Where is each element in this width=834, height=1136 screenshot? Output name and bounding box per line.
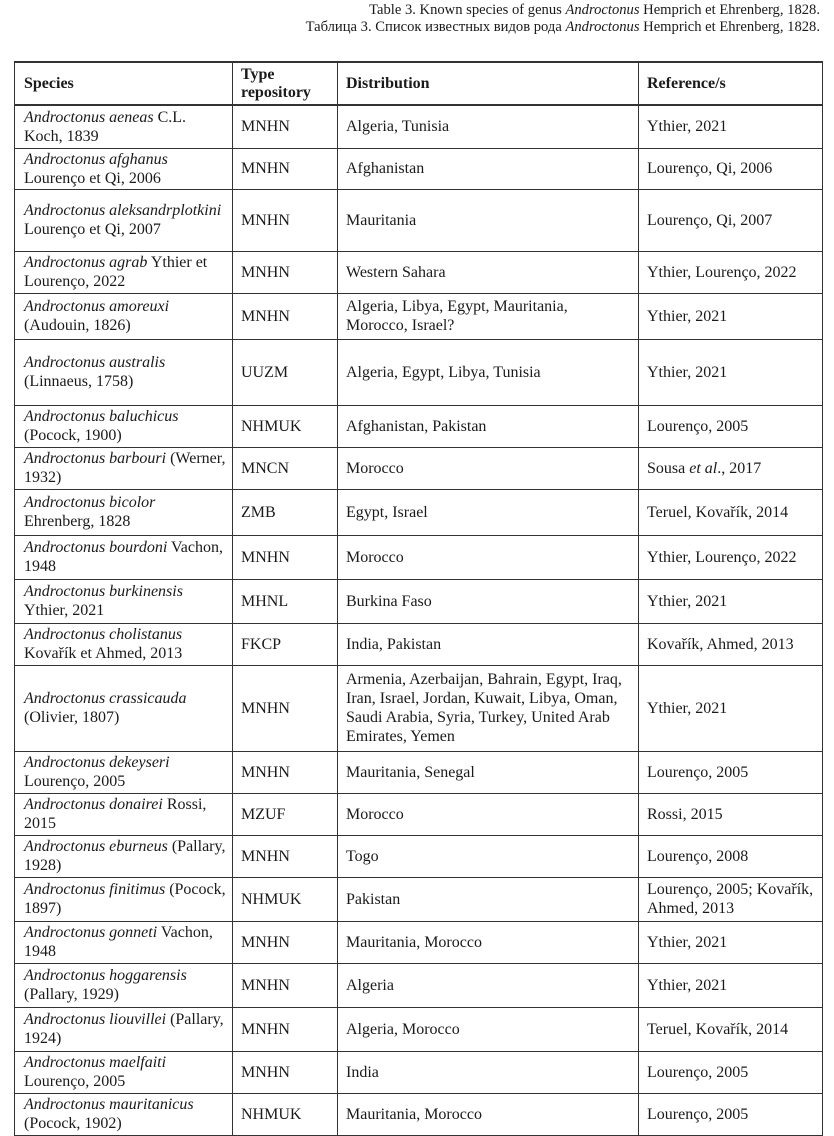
cell-distribution: Algeria, Egypt, Libya, Tunisia bbox=[338, 339, 639, 405]
table-row bbox=[15, 251, 823, 293]
cell-type-repository: MNHN bbox=[233, 921, 338, 963]
cell-distribution: India bbox=[338, 1051, 639, 1093]
cell-species bbox=[15, 251, 233, 293]
table-caption bbox=[306, 2, 820, 36]
cell-species bbox=[15, 877, 233, 921]
caption-ru-suffix: Hemprich et Ehrenberg, 1828. bbox=[639, 19, 820, 35]
cell-reference: Lourenço, Qi, 2006 bbox=[639, 148, 823, 189]
table-row bbox=[15, 835, 823, 877]
cell-type-repository: MHNL bbox=[233, 579, 338, 623]
cell-species bbox=[15, 793, 233, 835]
cell-distribution: Egypt, Israel bbox=[338, 489, 639, 535]
species-name: Androctonus finitimus bbox=[24, 881, 166, 898]
table-row bbox=[15, 535, 823, 579]
table-row bbox=[15, 489, 823, 535]
species-table bbox=[14, 61, 823, 1136]
cell-species bbox=[15, 623, 233, 665]
table-row bbox=[15, 963, 823, 1007]
table-row bbox=[15, 623, 823, 665]
cell-type-repository: MNHN bbox=[233, 835, 338, 877]
cell-reference: Lourenço, 2005 bbox=[639, 405, 823, 447]
cell-distribution: Morocco bbox=[338, 535, 639, 579]
species-author: Lourenço et Qi, 2007 bbox=[24, 221, 161, 238]
species-name: Androctonus agrab bbox=[24, 254, 148, 271]
species-name: Androctonus cholistanus bbox=[24, 626, 183, 643]
cell-species bbox=[15, 293, 233, 339]
cell-reference: Lourenço, 2005; Kovařík, Ahmed, 2013 bbox=[639, 877, 823, 921]
cell-species bbox=[15, 535, 233, 579]
cell-reference: Lourenço, 2008 bbox=[639, 835, 823, 877]
cell-distribution: Morocco bbox=[338, 447, 639, 489]
cell-distribution: Algeria, Libya, Egypt, Mauritania, Morocco, Israel? bbox=[338, 293, 639, 339]
cell-type-repository: MNHN bbox=[233, 535, 338, 579]
table-header bbox=[15, 62, 823, 105]
cell-reference: Rossi, 2015 bbox=[639, 793, 823, 835]
cell-distribution: Armenia, Azerbaijan, Bahrain, Egypt, Iraq, Iran, Israel, Jordan, Kuwait, Libya, Oman, Saudi Arabia, Syria, Turkey, United Arab Emirates, Yemen bbox=[338, 665, 639, 751]
species-name: Androctonus aleksandrplotkini bbox=[24, 202, 222, 219]
cell-type-repository: MNHN bbox=[233, 1007, 338, 1051]
species-author: Ehrenberg, 1828 bbox=[24, 513, 131, 530]
species-author: Kovařík et Ahmed, 2013 bbox=[24, 645, 183, 662]
cell-type-repository: MNHN bbox=[233, 1051, 338, 1093]
table-row bbox=[15, 1093, 823, 1135]
species-author: (Pallary, 1924) bbox=[24, 1011, 224, 1047]
species-author: (Pocock, 1897) bbox=[24, 881, 226, 917]
cell-type-repository: MNHN bbox=[233, 251, 338, 293]
cell-species bbox=[15, 447, 233, 489]
cell-reference: Ythier, Lourenço, 2022 bbox=[639, 251, 823, 293]
species-author: (Pocock, 1900) bbox=[24, 427, 122, 444]
species-name: Androctonus amoreuxi bbox=[24, 298, 170, 315]
cell-type-repository: MNHN bbox=[233, 293, 338, 339]
table-row bbox=[15, 405, 823, 447]
table-row bbox=[15, 665, 823, 751]
species-name: Androctonus donairei bbox=[24, 796, 163, 813]
cell-distribution: Western Sahara bbox=[338, 251, 639, 293]
cell-reference: Ythier, 2021 bbox=[639, 105, 823, 148]
cell-species bbox=[15, 963, 233, 1007]
table-row bbox=[15, 189, 823, 251]
cell-reference: Teruel, Kovařík, 2014 bbox=[639, 489, 823, 535]
species-author: Rossi, 2015 bbox=[24, 796, 207, 832]
cell-reference bbox=[639, 447, 823, 489]
table-row bbox=[15, 148, 823, 189]
header-species: Species bbox=[15, 62, 233, 105]
cell-species bbox=[15, 1007, 233, 1051]
cell-species bbox=[15, 665, 233, 751]
species-name: Androctonus hoggarensis bbox=[24, 967, 187, 984]
caption-en-suffix: Hemprich et Ehrenberg, 1828. bbox=[639, 2, 820, 18]
cell-reference: Ythier, 2021 bbox=[639, 963, 823, 1007]
caption-ru-genus: Androctonus bbox=[565, 19, 640, 35]
cell-reference: Ythier, 2021 bbox=[639, 293, 823, 339]
cell-distribution: India, Pakistan bbox=[338, 623, 639, 665]
cell-species bbox=[15, 751, 233, 793]
cell-distribution: Afghanistan, Pakistan bbox=[338, 405, 639, 447]
table-row bbox=[15, 751, 823, 793]
cell-reference: Ythier, 2021 bbox=[639, 665, 823, 751]
cell-type-repository: NHMUK bbox=[233, 877, 338, 921]
species-name: Androctonus barbouri bbox=[24, 450, 167, 467]
species-name: Androctonus gonneti bbox=[24, 924, 158, 941]
cell-distribution: Afghanistan bbox=[338, 148, 639, 189]
cell-type-repository: MNHN bbox=[233, 189, 338, 251]
cell-reference: Lourenço, 2005 bbox=[639, 1093, 823, 1135]
cell-distribution: Togo bbox=[338, 835, 639, 877]
table-row bbox=[15, 447, 823, 489]
species-author: (Pallary, 1929) bbox=[24, 986, 119, 1003]
table-row bbox=[15, 339, 823, 405]
species-author: (Werner, 1932) bbox=[24, 450, 226, 486]
header-distribution: Distribution bbox=[338, 62, 639, 105]
cell-reference: Lourenço, 2005 bbox=[639, 1051, 823, 1093]
species-author: (Pallary, 1928) bbox=[24, 838, 226, 874]
caption-ru-prefix: Таблица 3. Список известных видов рода bbox=[305, 19, 566, 35]
cell-distribution: Mauritania bbox=[338, 189, 639, 251]
species-author: Lourenço et Qi, 2006 bbox=[24, 169, 161, 187]
table-row bbox=[15, 293, 823, 339]
header-references: Reference/s bbox=[639, 62, 823, 105]
cell-type-repository: ZMB bbox=[233, 489, 338, 535]
reference-italic: et al bbox=[689, 459, 718, 477]
header-type-repository: Type repository bbox=[233, 62, 338, 105]
species-name: Androctonus eburneus bbox=[24, 838, 168, 855]
cell-type-repository: MNHN bbox=[233, 751, 338, 793]
cell-type-repository: MZUF bbox=[233, 793, 338, 835]
cell-species bbox=[15, 1051, 233, 1093]
species-author: (Audouin, 1826) bbox=[24, 317, 131, 334]
caption-line-russian bbox=[306, 19, 820, 36]
cell-distribution: Mauritania, Morocco bbox=[338, 921, 639, 963]
cell-type-repository: UUZM bbox=[233, 339, 338, 405]
cell-species bbox=[15, 148, 233, 189]
species-name: Androctonus baluchicus bbox=[24, 408, 179, 425]
table-row bbox=[15, 877, 823, 921]
cell-distribution: Pakistan bbox=[338, 877, 639, 921]
cell-species bbox=[15, 1093, 233, 1135]
table-row bbox=[15, 793, 823, 835]
cell-reference: Kovařík, Ahmed, 2013 bbox=[639, 623, 823, 665]
cell-species bbox=[15, 339, 233, 405]
cell-distribution: Morocco bbox=[338, 793, 639, 835]
cell-reference: Lourenço, 2005 bbox=[639, 751, 823, 793]
cell-reference: Ythier, 2021 bbox=[639, 579, 823, 623]
cell-species bbox=[15, 489, 233, 535]
species-author: Lourenço, 2005 bbox=[24, 773, 126, 790]
cell-type-repository: NHMUK bbox=[233, 1093, 338, 1135]
cell-type-repository: FKCP bbox=[233, 623, 338, 665]
species-name: Androctonus australis bbox=[24, 354, 166, 371]
cell-distribution: Mauritania, Morocco bbox=[338, 1093, 639, 1135]
cell-distribution: Burkina Faso bbox=[338, 579, 639, 623]
table-row bbox=[15, 921, 823, 963]
species-author: C.L. Koch, 1839 bbox=[24, 108, 187, 145]
species-name: Androctonus bourdoni bbox=[24, 539, 168, 556]
species-name: Androctonus crassicauda bbox=[24, 690, 187, 707]
table-row bbox=[15, 1007, 823, 1051]
cell-species bbox=[15, 921, 233, 963]
species-author: Vachon, 1948 bbox=[24, 539, 223, 575]
cell-type-repository: MNHN bbox=[233, 105, 338, 148]
cell-distribution: Algeria, Tunisia bbox=[338, 105, 639, 148]
species-name: Androctonus maelfaiti bbox=[24, 1054, 167, 1071]
cell-type-repository: MNHN bbox=[233, 148, 338, 189]
species-name: Androctonus afghanus bbox=[24, 150, 168, 168]
species-name: Androctonus dekeyseri bbox=[24, 754, 170, 771]
species-name: Androctonus bicolor bbox=[24, 494, 156, 511]
caption-en-genus: Androctonus bbox=[565, 2, 640, 18]
cell-species bbox=[15, 835, 233, 877]
caption-en-prefix: Table 3. Known species of genus bbox=[369, 2, 566, 18]
reference-suffix: ., 2017 bbox=[717, 459, 762, 477]
cell-species bbox=[15, 579, 233, 623]
cell-distribution: Algeria, Morocco bbox=[338, 1007, 639, 1051]
cell-type-repository: NHMUK bbox=[233, 405, 338, 447]
cell-reference: Ythier, 2021 bbox=[639, 339, 823, 405]
table-row bbox=[15, 579, 823, 623]
header-row bbox=[15, 62, 823, 105]
species-name: Androctonus mauritanicus bbox=[24, 1096, 194, 1113]
species-author: (Pocock, 1902) bbox=[24, 1115, 122, 1132]
species-name: Androctonus aeneas bbox=[24, 108, 154, 126]
species-author: Ythier et Lourenço, 2022 bbox=[24, 254, 208, 290]
species-name: Androctonus burkinensis bbox=[24, 583, 183, 600]
species-author: (Linnaeus, 1758) bbox=[24, 373, 134, 390]
cell-reference: Ythier, 2021 bbox=[639, 921, 823, 963]
cell-species bbox=[15, 189, 233, 251]
table-body bbox=[15, 105, 823, 1135]
caption-line-english bbox=[306, 2, 820, 19]
cell-reference: Ythier, Lourenço, 2022 bbox=[639, 535, 823, 579]
species-author: Lourenço, 2005 bbox=[24, 1073, 126, 1090]
cell-type-repository: MNHN bbox=[233, 665, 338, 751]
cell-reference: Teruel, Kovařík, 2014 bbox=[639, 1007, 823, 1051]
table-row bbox=[15, 1051, 823, 1093]
species-name: Androctonus liouvillei bbox=[24, 1011, 167, 1028]
cell-distribution: Algeria bbox=[338, 963, 639, 1007]
reference-prefix: Sousa bbox=[647, 459, 690, 477]
cell-distribution: Mauritania, Senegal bbox=[338, 751, 639, 793]
species-author: (Olivier, 1807) bbox=[24, 709, 120, 726]
cell-type-repository: MNCN bbox=[233, 447, 338, 489]
table-row bbox=[15, 105, 823, 148]
species-author: Vachon, 1948 bbox=[24, 924, 213, 960]
cell-species bbox=[15, 105, 233, 148]
species-author: Ythier, 2021 bbox=[24, 602, 105, 619]
cell-species bbox=[15, 405, 233, 447]
cell-reference: Lourenço, Qi, 2007 bbox=[639, 189, 823, 251]
cell-type-repository: MNHN bbox=[233, 963, 338, 1007]
